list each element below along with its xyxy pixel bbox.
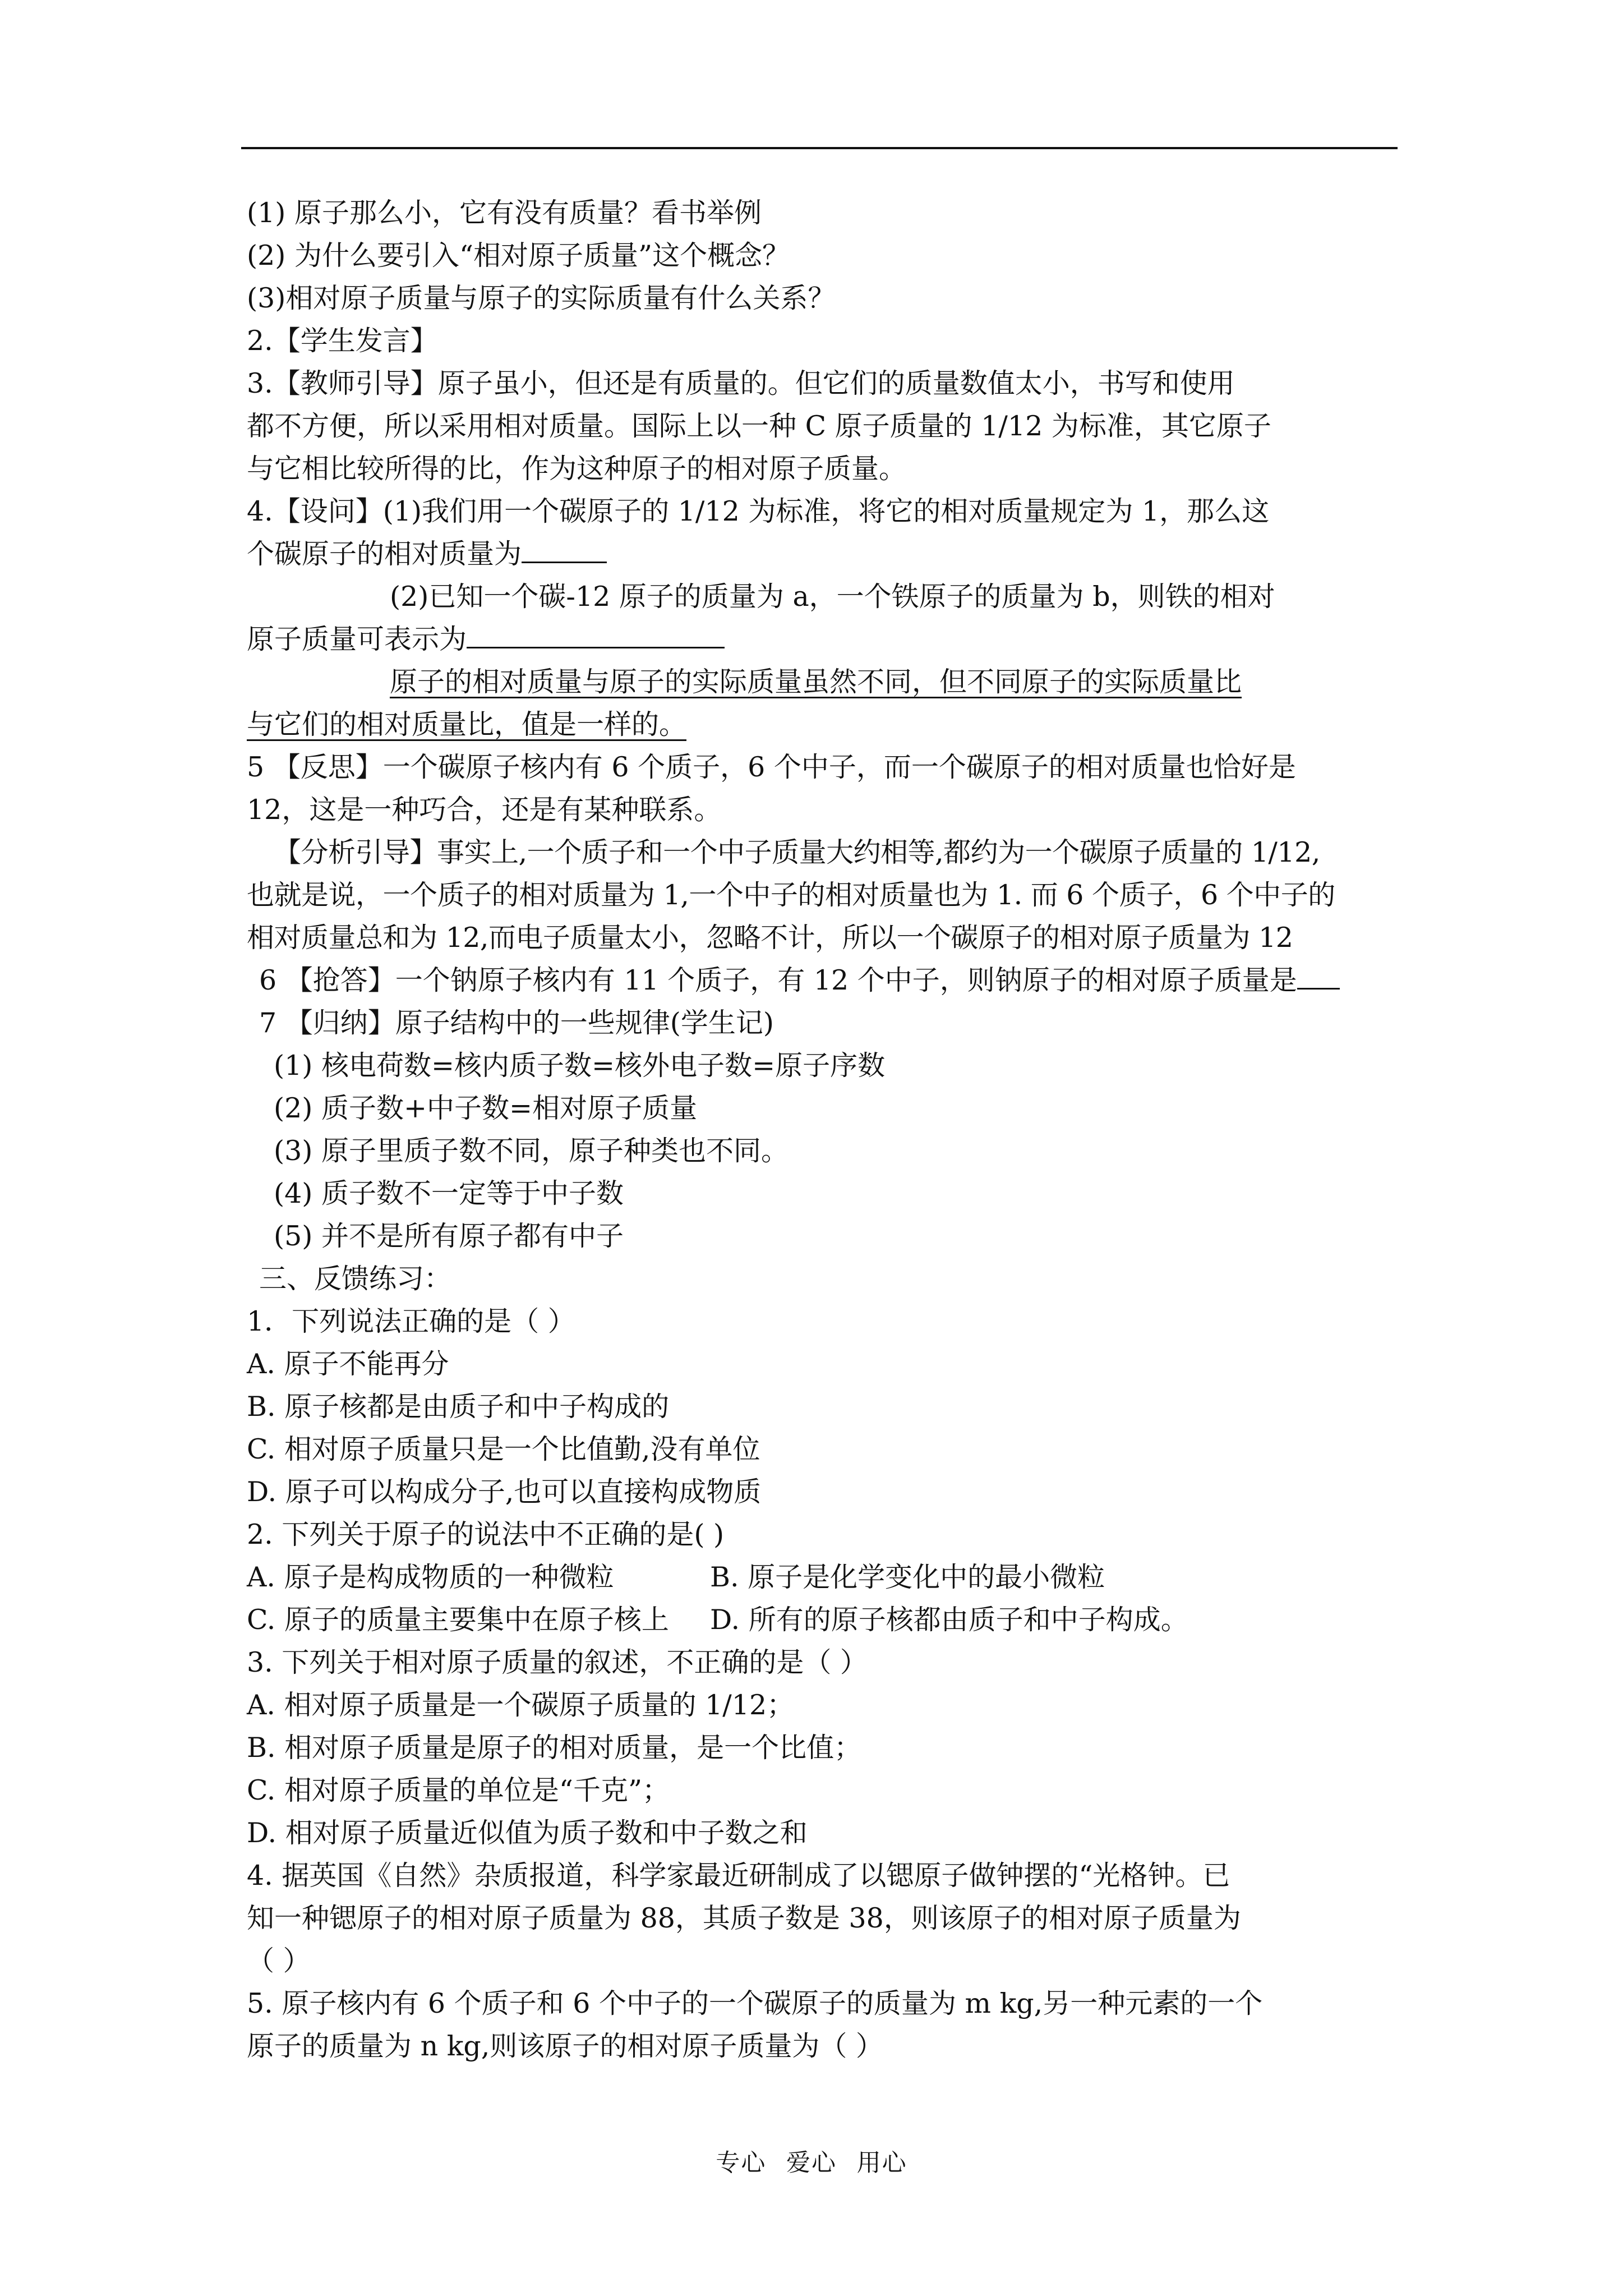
text-line: 4.【设问】(1)我们用一个碳原子的 1/12 为标准，将它的相对质量规定为 1，那么这 — [247, 495, 1270, 527]
answer-option: C. 相对原子质量只是一个比值勤,没有单位 — [247, 1433, 760, 1465]
text-line: (2) 质子数+中子数=相对原子质量 — [274, 1092, 698, 1124]
answer-option: A. 原子是构成物质的一种微粒 — [247, 1561, 614, 1593]
underlined-conclusion: 与它们的相对质量比，值是一样的。 — [247, 708, 687, 740]
header-rule — [241, 147, 1398, 149]
text-line: 2.【学生发言】 — [247, 325, 438, 357]
text-line: 原子质量可表示为 — [247, 618, 1408, 661]
question-stem: 4. 据英国《自然》杂质报道，科学家最近研制成了以锶原子做钟摆的“光格钟。已 — [247, 1860, 1230, 1892]
text-line: (1) 核电荷数=核内质子数=核外电子数=原子序数 — [274, 1050, 886, 1082]
answer-option: B. 原子是化学变化中的最小微粒 — [710, 1561, 1105, 1593]
text-line: (5) 并不是所有原子都有中子 — [274, 1220, 624, 1252]
question-stem: 5. 原子核内有 6 个质子和 6 个中子的一个碳原子的质量为 m kg,另一种元素的一个 — [247, 1987, 1263, 2019]
text-line: 都不方便，所以采用相对质量。国际上以一种 C 原子质量的 1/12 为标准，其它原子 — [247, 410, 1271, 442]
text-line: （ ） — [247, 1945, 311, 1977]
answer-option: D. 所有的原子核都由质子和中子构成。 — [710, 1604, 1188, 1636]
question-stem: 1．下列说法正确的是（ ） — [247, 1305, 575, 1337]
text-line: 与它相比较所得的比，作为这种原子的相对原子质量。 — [247, 453, 907, 485]
text-line — [247, 661, 1408, 703]
text-line: (3)相对原子质量与原子的实际质量有什么关系？ — [247, 282, 836, 314]
text-line: 5 【反思】一个碳原子核内有 6 个质子，6 个中子，而一个碳原子的相对质量也恰好是 — [247, 751, 1296, 783]
answer-option: D. 原子可以构成分子,也可以直接构成物质 — [247, 1476, 762, 1508]
answer-option: D. 相对原子质量近似值为质子数和中子数之和 — [247, 1817, 808, 1849]
answer-option-row — [247, 1599, 1408, 1641]
text-line: (1) 原子那么小，它有没有质量？看书举例 — [247, 197, 762, 229]
text-line: 【分析引导】事实上,一个质子和一个中子质量大约相等,都约为一个碳原子质量的 1/12, — [274, 836, 1320, 868]
document-body — [247, 192, 1408, 2068]
footer-text: 专心 — [716, 2149, 767, 2177]
text-line: (4) 质子数不一定等于中子数 — [274, 1177, 624, 1209]
text-line: (2)已知一个碳-12 原子的质量为 a，一个铁原子的质量为 b，则铁的相对 — [390, 581, 1275, 613]
text-line: 知一种锶原子的相对原子质量为 88，其质子数是 38，则该原子的相对原子质量为 — [247, 1902, 1241, 1934]
underlined-conclusion: 原子的相对质量与原子的实际质量虽然不同，但不同原子的实际质量比 — [390, 666, 1242, 698]
text-line: 12，这是一种巧合，还是有某种联系。 — [247, 794, 722, 826]
answer-option: C. 原子的质量主要集中在原子核上 — [247, 1604, 669, 1636]
section-heading: 三、反馈练习： — [259, 1263, 452, 1295]
answer-blank — [1297, 962, 1340, 990]
text-line: 原子的质量为 n kg,则该原子的相对原子质量为（ ） — [247, 2030, 883, 2062]
answer-option: C. 相对原子质量的单位是“千克”； — [247, 1774, 670, 1806]
text-line: 个碳原子的相对质量为 — [247, 533, 1408, 576]
text-line: 也就是说，一个质子的相对质量为 1,一个中子的相对质量也为 1. 而 6 个质子，6 个中子的 — [247, 879, 1335, 911]
text-line: (2) 为什么要引入“相对原子质量”这个概念？ — [247, 240, 790, 272]
footer-text: 用心 — [856, 2149, 907, 2177]
text-line: (3) 原子里质子数不同，原子种类也不同。 — [274, 1135, 789, 1167]
question-stem: 2. 下列关于原子的说法中不正确的是( ) — [247, 1519, 725, 1550]
text-line: 7 【归纳】原子结构中的一些规律(学生记) — [259, 1007, 774, 1039]
answer-blank — [522, 536, 607, 563]
text-line: 3.【教师引导】原子虽小，但还是有质量的。但它们的质量数值太小，书写和使用 — [247, 367, 1235, 399]
footer-text: 爱心 — [786, 2149, 837, 2177]
answer-option: A. 相对原子质量是一个碳原子质量的 1/12； — [247, 1689, 795, 1721]
answer-blank — [467, 621, 725, 648]
answer-option: B. 相对原子质量是原子的相对质量，是一个比值； — [247, 1732, 862, 1764]
text-line — [247, 703, 1408, 746]
page-footer — [0, 2144, 1623, 2178]
answer-option-row — [247, 1556, 1408, 1599]
answer-option: B. 原子核都是由质子和中子构成的 — [247, 1391, 670, 1423]
text-line: 相对质量总和为 12,而电子质量太小，忽略不计，所以一个碳原子的相对原子质量为 12 — [247, 922, 1293, 954]
text-line: 6 【抢答】一个钠原子核内有 11 个质子，有 12 个中子，则钠原子的相对原子质量是 — [247, 959, 1408, 1002]
question-stem: 3. 下列关于相对原子质量的叙述，不正确的是（ ） — [247, 1646, 868, 1678]
answer-option: A. 原子不能再分 — [247, 1348, 449, 1380]
